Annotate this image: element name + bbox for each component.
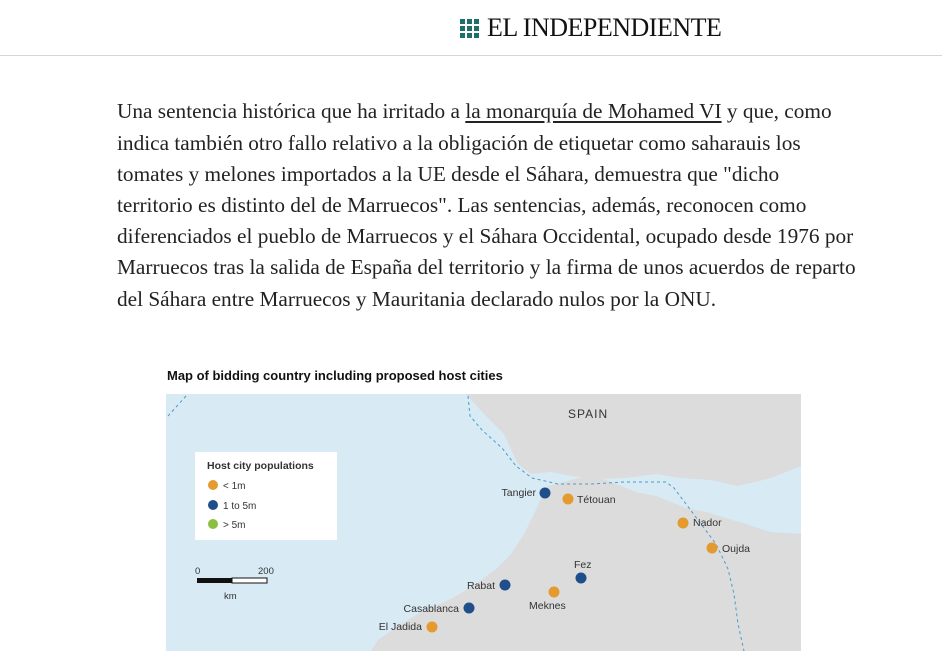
legend-label-large: > 5m: [223, 520, 246, 531]
city-label-oujda: Oujda: [722, 543, 751, 555]
site-header: [0, 0, 942, 56]
legend-swatch-medium: [208, 500, 218, 510]
legend-swatch-small: [208, 480, 218, 490]
legend-label-medium: 1 to 5m: [223, 501, 257, 512]
legend-title: Host city populations: [207, 460, 314, 472]
city-label-tetouan: Tétouan: [577, 494, 616, 506]
city-marker-rabat[interactable]: [500, 580, 511, 591]
country-label-spain: SPAIN: [568, 407, 609, 421]
scale-min: 0: [195, 566, 201, 577]
legend: [195, 452, 337, 540]
city-label-tangier: Tangier: [501, 487, 536, 499]
city-label-fez: Fez: [574, 559, 592, 571]
city-marker-oujda[interactable]: [707, 543, 718, 554]
city-label-el-jadida: El Jadida: [378, 621, 422, 633]
city-marker-tangier[interactable]: [540, 488, 551, 499]
city-marker-casablanca[interactable]: [464, 603, 475, 614]
monarchy-link[interactable]: la monarquía de Mohamed VI: [465, 99, 722, 124]
scale-segment-light: [232, 578, 267, 583]
city-el-jadida[interactable]: [379, 621, 438, 633]
city-marker-tetouan[interactable]: [563, 494, 574, 505]
scale-segment-dark: [197, 578, 232, 583]
logo-text: EL INDEPENDIENTE: [487, 13, 722, 42]
city-marker-nador[interactable]: [678, 518, 689, 529]
logo-grid-icon: [460, 19, 479, 38]
article-text-before-link: Una sentencia histórica que ha irritado a: [117, 99, 466, 124]
city-label-rabat: Rabat: [466, 580, 495, 592]
scale-unit: km: [224, 591, 237, 602]
city-marker-meknes[interactable]: [549, 587, 560, 598]
legend-label-small: < 1m: [223, 481, 246, 492]
city-tangier[interactable]: [502, 487, 551, 499]
article-text-after-link: y que, como indica también otro fallo relativo a la obligación de etiquetar como saharauis los tomates y melones importados a la UE desde el Sáhara, demuestra que "dicho territorio es distinto del de Marruecos". Las sentencias, además, reconocen como diferenciados el pueblo de Marruecos y el Sáhara Occidental, ocupado desde 1976 por Marruecos tras la salida de España del territorio y la firma de unos acuerdos de reparto del Sáhara entre Marruecos y Mauritania declarado nulos por la ONU.: [117, 99, 856, 311]
figure-title: Map of bidding country including proposed host cities: [167, 368, 503, 383]
city-label-casablanca: Casablanca: [403, 603, 459, 615]
legend-swatch-large: [208, 519, 218, 529]
city-nador[interactable]: [678, 517, 723, 529]
map-figure: [166, 394, 801, 651]
city-label-nador: Nador: [693, 517, 722, 529]
city-rabat[interactable]: [467, 580, 511, 593]
city-marker-el-jadida[interactable]: [427, 622, 438, 633]
city-oujda[interactable]: [707, 543, 751, 556]
city-marker-fez[interactable]: [576, 573, 587, 584]
scale-max: 200: [258, 566, 274, 577]
site-logo[interactable]: [460, 13, 721, 43]
city-label-meknes: Meknes: [529, 600, 566, 612]
article-paragraph: [117, 96, 857, 314]
